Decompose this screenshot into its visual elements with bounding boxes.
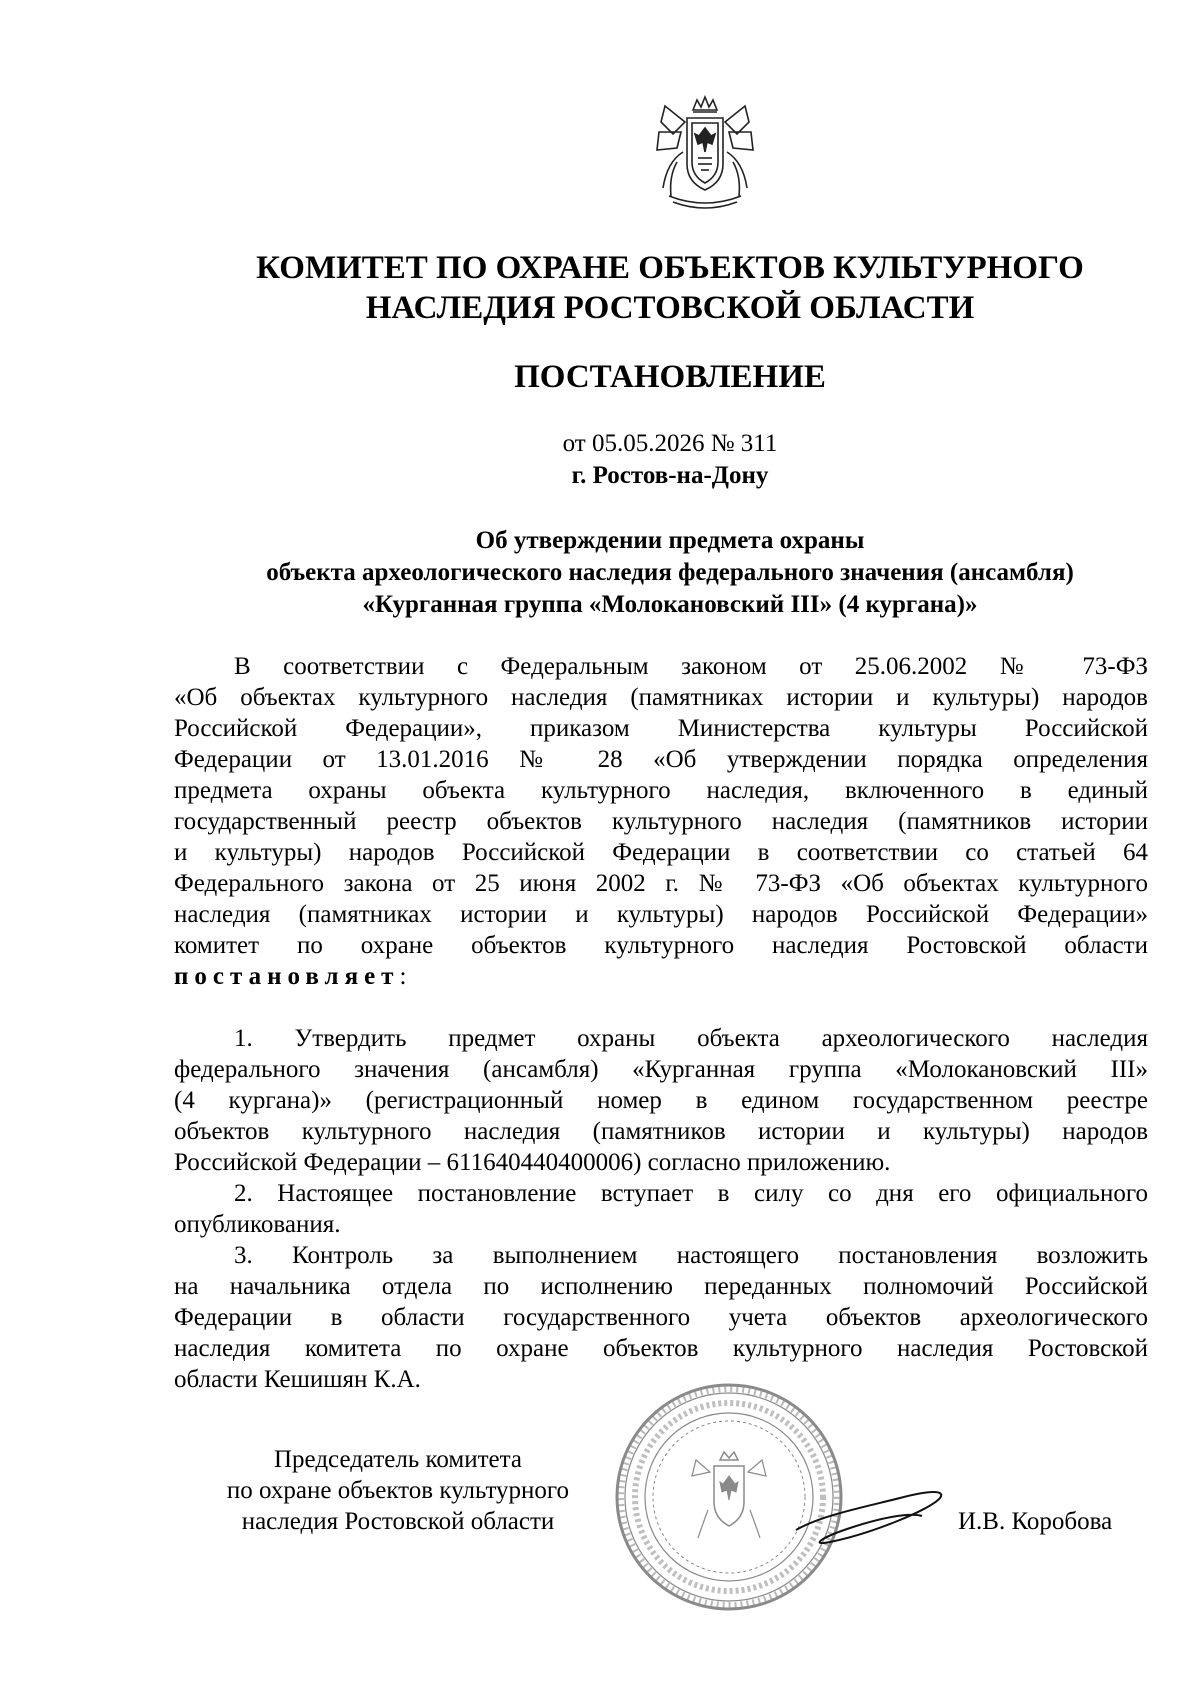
item2-line: 2. Настоящее постановление вступает в силу со дня его официального: [234, 1180, 1148, 1207]
item1-line: (4 кургана)» (регистрационный номер в едином государственном реестре: [174, 1087, 1148, 1114]
item3-line: наследия комитета по охране объектов культурного наследия Ростовской: [174, 1335, 1148, 1362]
item3-line: 3. Контроль за выполнением настоящего постановления возложить: [234, 1242, 1148, 1269]
item2-line: опубликования.: [174, 1211, 341, 1238]
preamble-line: и культуры) народов Российской Федерации в соответствии со статьей 64: [174, 839, 1148, 866]
document-date-number: от 05.05.2026 № 311: [562, 430, 778, 457]
resolves-line: [174, 961, 1148, 992]
item3-line: области Кешишян К.А.: [174, 1366, 421, 1393]
preamble-line: В соответствии с Федеральным законом от 25.06.2002 № 73-ФЗ: [234, 653, 1148, 680]
coat-of-arms-icon: [643, 92, 767, 216]
subject-line1: Об утверждении предмета охраны: [475, 527, 865, 554]
preamble-line: Федерального закона от 25 июня 2002 г. № 73-ФЗ «Об объектах культурного: [174, 870, 1148, 897]
preamble-line: «Об объектах культурного наследия (памятниках истории и культуры) народов: [174, 684, 1148, 711]
item1-line: Российской Федерации – 611640440400006) согласно приложению.: [174, 1149, 891, 1176]
item1-line: федерального значения (ансамбля) «Курганная группа «Молокановский III»: [174, 1056, 1148, 1083]
preamble-line: предмета охраны объекта культурного наследия, включенного в единый: [174, 777, 1148, 804]
handwritten-signature-icon: [790, 1468, 950, 1558]
item3-line: на начальника отдела по исполнению переданных полномочий Российской: [174, 1273, 1148, 1300]
preamble-line: государственный реестр объектов культурного наследия (памятников истории: [174, 808, 1148, 835]
signer-position-line3: наследия Ростовской области: [241, 1508, 555, 1535]
signer-position-line1: Председатель комитета: [274, 1446, 522, 1473]
preamble-line: комитет по охране объектов культурного наследия Ростовской области: [174, 932, 1148, 959]
preamble-line: наследия (памятниках истории и культуры) народов Российской Федерации»: [174, 901, 1148, 928]
organization-name-line2: НАСЛЕДИЯ РОСТОВСКОЙ ОБЛАСТИ: [365, 290, 975, 326]
resolves-colon: :: [399, 963, 407, 990]
item1-line: объектов культурного наследия (памятников истории и культуры) народов: [174, 1118, 1148, 1145]
item3-line: Федерации в области государственного учета объектов археологического: [174, 1304, 1148, 1331]
signer-position-line2: по охране объектов культурного: [226, 1477, 570, 1504]
document-city: г. Ростов-на-Дону: [571, 462, 769, 489]
subject-line2: объекта археологического наследия федерального значения (ансамбля): [266, 559, 1074, 586]
signer-name: И.В. Коробова: [958, 1508, 1113, 1535]
document-type: ПОСТАНОВЛЕНИЕ: [514, 359, 826, 395]
subject-line3: «Курганная группа «Молокановский III» (4 кургана)»: [362, 591, 978, 618]
resolves-word: постановляет: [174, 963, 400, 990]
preamble-line: Федерации от 13.01.2016 № 28 «Об утверждении порядка определения: [174, 746, 1148, 773]
preamble-line: Российской Федерации», приказом Министерства культуры Российской: [174, 715, 1148, 742]
organization-name-line1: КОМИТЕТ ПО ОХРАНЕ ОБЪЕКТОВ КУЛЬТУРНОГО: [256, 250, 1084, 286]
item1-line: 1. Утвердить предмет охраны объекта археологического наследия: [234, 1025, 1148, 1052]
